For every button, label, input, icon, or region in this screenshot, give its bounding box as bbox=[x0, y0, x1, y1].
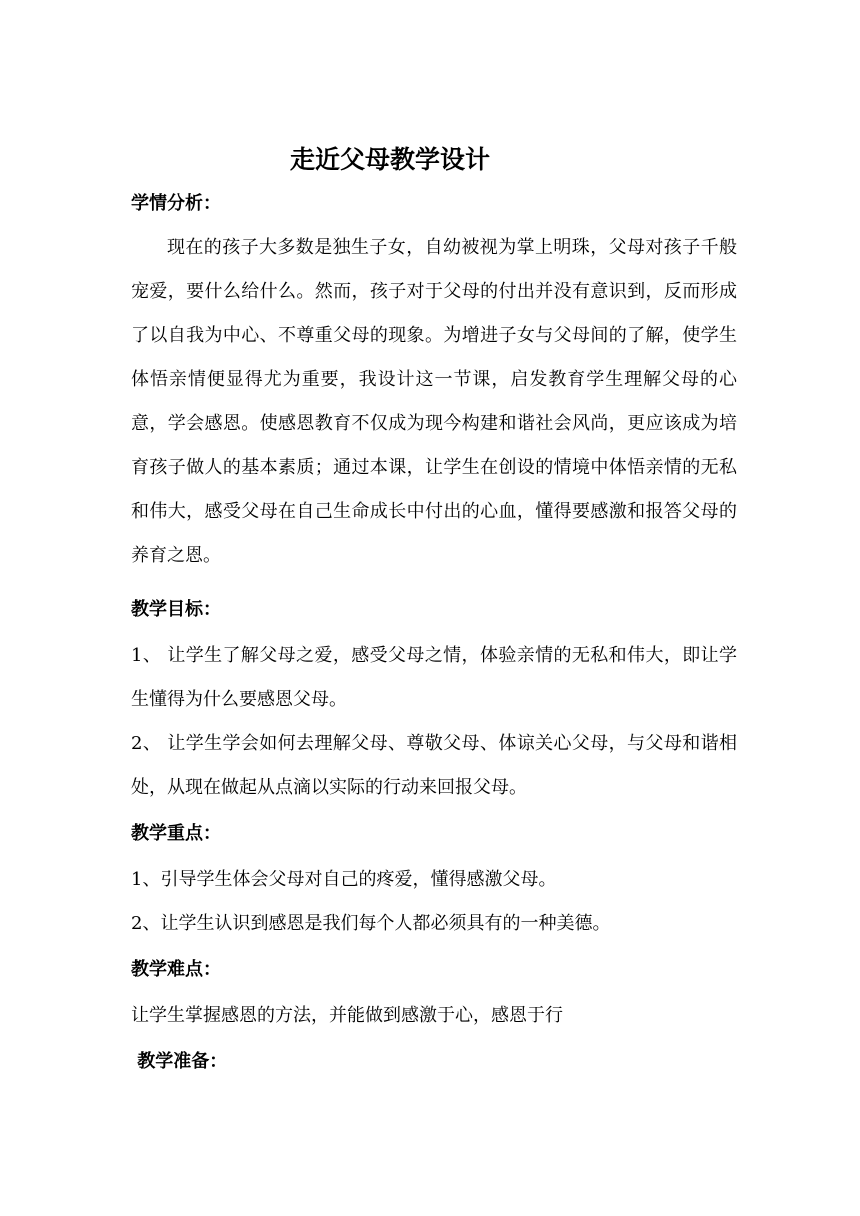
key-points-heading: 教学重点： bbox=[131, 823, 221, 844]
analysis-paragraph: 现在的孩子大多数是独生子女，自幼被视为掌上明珠，父母对孩子千般宠爱，要什么给什么。然而，孩子对于父母的付出并没有意识到，反而形成了以自我为中心、不尊重父母的现象。为增进子女与父母间的了解，使学生体悟亲情便显得尤为重要，我设计这一节课，启发教育学生理解父母的心意，学会感恩。使感恩教育不仅成为现今构建和谐社会风尚，更应该成为培育孩子做人的基本素质；通过本课，让学生在创设的情境中体悟亲情的无私和伟大，感受父母在自己生命成长中付出的心血，懂得要感激和报答父母的养育之恩。 bbox=[131, 237, 737, 566]
difficulty-heading: 教学难点： bbox=[131, 959, 221, 980]
preparation-heading: 教学准备： bbox=[131, 1051, 228, 1072]
goal-item-1: 1、 让学生了解父母之爱，感受父母之情，体验亲情的无私和伟大，即让学生懂得为什么要感恩父母。 bbox=[131, 645, 737, 710]
analysis-heading: 学情分析： bbox=[131, 193, 221, 214]
goals-heading: 教学目标： bbox=[131, 599, 221, 620]
key-point-1: 1、引导学生体会父母对自己的疼爱，懂得感激父母。 bbox=[131, 869, 557, 890]
difficulty-text: 让学生掌握感恩的方法，并能做到感激于心，感恩于行 bbox=[131, 1005, 563, 1026]
goal-item-2: 2、 让学生学会如何去理解父母、尊敬父母、体谅关心父母，与父母和谐相处，从现在做起从点滴以实际的行动来回报父母。 bbox=[131, 733, 737, 798]
key-point-2: 2、让学生认识到感恩是我们每个人都必须具有的一种美德。 bbox=[131, 913, 611, 934]
document-title: 走近父母教学设计 bbox=[289, 145, 490, 174]
